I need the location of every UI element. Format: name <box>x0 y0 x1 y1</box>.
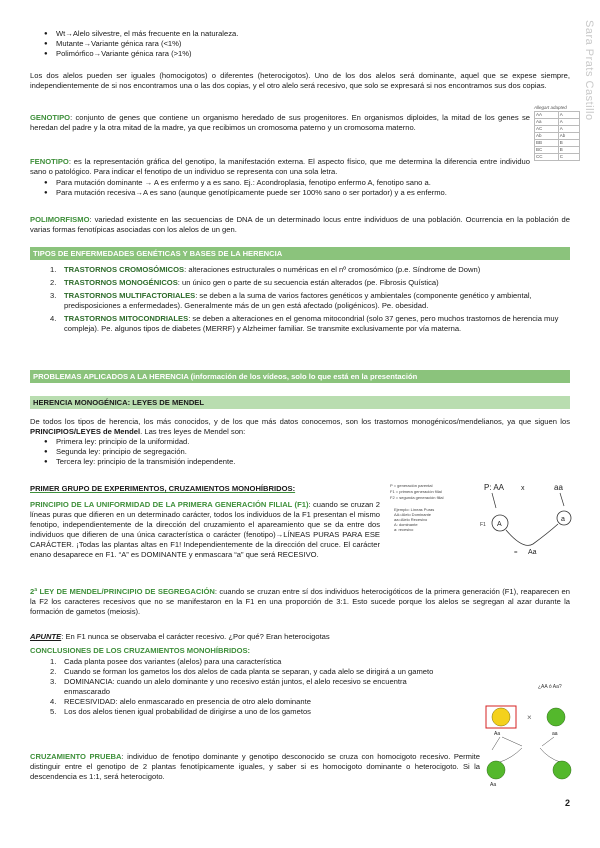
author-watermark: Sara Prats Castillo <box>583 20 595 121</box>
offspring-label: Aa <box>528 549 537 556</box>
diagram-legend-line: F2 = segunda generación filial <box>390 495 444 500</box>
list-item: ● Mutante→Variante génica rara (<1%) <box>30 39 570 49</box>
mendel-intro: De todos los tipos de herencia, los más conocidos, y de los que más datos conocemos, son los trastornos monogénicos/mendelianos, ya que siguen los PRINCIPIOS/LEYES de Mendel. Las tres leyes de Mendel son: ● Primera ley: principio de la uniformidad. ● Segunda ley: principio de segregación. ● Tercera ley: principio de la transmisión independente. <box>30 417 570 467</box>
segunda-ley-paragraph: 2ª LEY DE MENDEL/PRINCIPIO DE SEGREGACIÓN: cuando se cruzan entre sí dos individuos heterocigóticos de la primera generación (F1), reaparecen en la F2 los caracteres recesivos que no se manifestaron en la F1 en una proporción de 3:1. Esto sucede porque los alelos se segregan al azar durante la formación de gametos (meiosis). <box>30 587 570 616</box>
polimorfismo-paragraph: POLIMORFISMO: variedad existente en las secuencias de DNA de un determinado locus entre individuos de una población. Ocurrencia en la población de varias formas fenotípicas asociadas con los alelos de un gen. <box>30 215 570 234</box>
list-item: 3. DOMINANCIA: cuando un alelo dominante y uno recesivo están juntos, el alelo recesivo se encuentra enmascarado <box>50 677 407 696</box>
page-number: 2 <box>564 798 570 808</box>
intro-bullets <box>30 29 570 59</box>
parental-label: P: AA <box>484 483 505 492</box>
fertilization-arc <box>506 524 558 545</box>
diagram-legend-line: A: dominante <box>394 522 418 527</box>
section-bar-monogenica: HERENCIA MONOGÉNICA: LEYES DE MENDEL <box>30 396 570 409</box>
section-bar-problemas: PROBLEMAS APLICADOS A LA HERENCIA (información de los vídeos, solo lo que está en la presentación <box>30 370 570 383</box>
tipos-list <box>30 265 570 334</box>
question-label: ¿AA ó Aa? <box>538 684 562 690</box>
diagram-legend-line: a: recesivo <box>394 527 414 532</box>
diagram-legend-line: AA=Alelo Dominante <box>394 512 432 517</box>
section-bar-tipos: TIPOS DE ENFERMEDADES GENÉTICAS Y BASES DE LA HERENCIA <box>30 247 570 260</box>
list-item: ● Wt→Alelo silvestre, el más frecuente en la naturaleza. <box>30 29 570 39</box>
test-cross-diagram <box>482 680 578 788</box>
arrow-line <box>560 493 564 506</box>
green-pea-icon <box>487 761 505 779</box>
genotipo-paragraph: GENOTIPO: conjunto de genes que contiene un organismo heredado de sus progenitores. En organismos diploides, la mitad de los genes se heredan del padre y la otra mitad de la madre, ya que recibimos un cromosoma paterno y un cromosoma materno. <box>30 113 530 132</box>
list-item: ● Polimórfico→Variante génica rara (>1%) <box>30 49 570 59</box>
polimorfismo-term: POLIMORFISMO <box>30 215 90 224</box>
arrow-line <box>492 737 500 750</box>
arrow-line <box>540 748 560 762</box>
primer-grupo-heading: PRIMER GRUPO DE EXPERIMENTOS, CRUZAMIENTOS MONOHÍBRIDOS: <box>30 484 296 493</box>
parent-label: Aa <box>494 731 501 737</box>
cross-symbol: x <box>521 485 525 492</box>
list-item: ● Para mutación recesiva→A es sano (aunque genotípicamente puede ser 100% sano o ser portador) y a es enfermo. <box>30 188 530 198</box>
list-item: 3. TRASTORNOS MULTIFACTORIALES: se deben a la suma de varios factores genéticos y ambientales (componente genético y ambiental, predisposiciones a enfermedades). Generalmente más de un gen está afectado (poligénicos). Pe. obesidad. <box>50 291 532 310</box>
green-pea-icon <box>547 708 565 726</box>
list-item: 4. TRASTORNOS MITOCONDRIALES: se deben a alteraciones en el genoma mitocondrial (solo 37 genes, pero muchos trastornos de herencia muy compleja). Pe. algunos tipos de diabetes (MERRF) y Alzheimer familiar. Se transmite exclusivamente por vía materna. <box>50 314 559 333</box>
alelos-paragraph: Los dos alelos pueden ser iguales (homocigotos) o diferentes (heterocigotos). Uno de los dos alelos será dominante, aquel que se expese siempre, independientemente de si nos encontramos una o las dos copias, y el otro alelo será recesivo, que solo se expresará si nos encontramos sus dos copias. <box>30 71 570 90</box>
f1-label: F1 <box>480 522 486 528</box>
principio-paragraph: PRINCIPIO DE LA UNIFORMIDAD DE LA PRIMERA GENERACIÓN FILIAL (F1): cuando se cruzan 2 líneas puras que difieren en un determinado carácter, todos los individuos de la F1 presentan el mismo fenotipo, independientemente de la dirección del cruzamiento el apareamiento que se da entre dos individuos que difieren de una única característica o carácter (fenotipo)→LÍNEAS PURAS PARA ESE CARÁCTER. ¡Todas las plantas altas en F1! Independientemente de la dirección del cruce. El carácter enano desaparece en F1. “A” es DOMINANTE y enmascara “a” que será RECESIVO. <box>30 500 380 559</box>
genotipo-term: GENOTIPO <box>30 113 71 122</box>
genotype-table: AA A Aa A AC A Ab Ab BB B BC B CC C <box>534 111 580 161</box>
list-item: ● Para mutación dominante → A es enfermo y a es sano. Ej.: Acondroplasia, fenotipo enfermo A, fenotipo sano a. <box>30 178 530 188</box>
arrow-line <box>542 737 554 746</box>
list-item: ● Primera ley: principio de la uniformidad. <box>30 437 570 447</box>
allele-a-label: a <box>561 516 565 523</box>
diagram-legend-line: F1 = primera generación filial <box>390 489 442 494</box>
list-item: 5. Los dos alelos tienen igual probabilidad de dirigirse a uno de los gametos <box>50 707 311 716</box>
equals-symbol: = <box>514 550 518 556</box>
genotype-thumbnail-table: Allegart adapted AA A Aa A AC A Ab Ab BB B BC B CC C <box>534 105 580 161</box>
list-item: ● Segunda ley: principio de segregación. <box>30 447 570 457</box>
cross-symbol: × <box>527 713 532 722</box>
diagram-legend-line: aa=Alelo Recesivo <box>394 517 428 522</box>
green-pea-icon <box>553 761 571 779</box>
arrow-line <box>500 748 522 762</box>
conclusiones-block <box>30 646 450 717</box>
diagram-legend-line: P = generación parental <box>390 483 433 488</box>
allele-A-label: A <box>497 521 502 528</box>
arrow-line <box>502 737 522 746</box>
arrow-line <box>492 493 496 508</box>
recessive-parent-label: aa <box>554 483 563 492</box>
monohybrid-cross-diagram <box>388 478 578 558</box>
list-item: 1. Cada planta posee dos variantes (alelos) para una característica <box>50 657 282 666</box>
list-item: 4. RECESIVIDAD: alelo enmascarado en presencia de otro alelo dominante <box>50 697 311 706</box>
fenotipo-term: FENOTIPO <box>30 157 69 166</box>
cruzamiento-prueba-paragraph: CRUZAMIENTO PRUEBA: individuo de fenotipo dominante y genotipo desconocido se cruza con homocigoto recesivo. Permite distinguir entre el genotipo de 2 plantas fenotípicamente iguales, y saber si es homocigoto dominante o heterocigoto. Si la descendencia es 1:1, será heterocigoto. <box>30 752 480 781</box>
list-item: ● Tercera ley: principio de la transmisión independente. <box>30 457 570 467</box>
diagram-legend-line: Ejemplo: Líneas Puras <box>394 507 435 512</box>
list-item: 2. Cuando se forman los gametos los dos alelos de cada planta se separan, y cada alelo se dirigirá a un gameto <box>50 667 434 676</box>
list-item: 1. TRASTORNOS CROMOSÓMICOS: alteraciones estructurales o numéricas en el nº cromosómico (p.e. Síndrome de Down) <box>50 265 481 274</box>
yellow-pea-icon <box>492 708 510 726</box>
list-item: 2. TRASTORNOS MONOGÉNICOS: un único gen o parte de su secuencia están alterados (pe. Fibrosis Quística) <box>50 278 439 287</box>
apunte-line: APUNTE: En F1 nunca se observaba el carácter recesivo. ¿Por qué? Eran heterocigotas <box>30 632 330 641</box>
parent-label: aa <box>552 731 558 737</box>
conclusiones-title: CONCLUSIONES DE LOS CRUZAMIENTOS MONOHÍBRIDOS: <box>30 646 251 655</box>
offspring-label: Aa <box>490 782 497 788</box>
fenotipo-paragraph: FENOTIPO: es la representación gráfica del genotipo, la manifestación externa. El aspecto físico, que me determina la diferencia entre individuo sano o patológico. Para indicar el fenotipo de un individuo se representa con una sola letra. ● Para mutación dominante → A es enfermo y a es sano. Ej.: Acondroplasia, fenotipo enfermo A, fenotipo sano a. ● Para mutación recesiva→A es sano (aunque genotípicamente puede ser 100% sano o ser portador) y a es enfermo. <box>30 157 530 198</box>
